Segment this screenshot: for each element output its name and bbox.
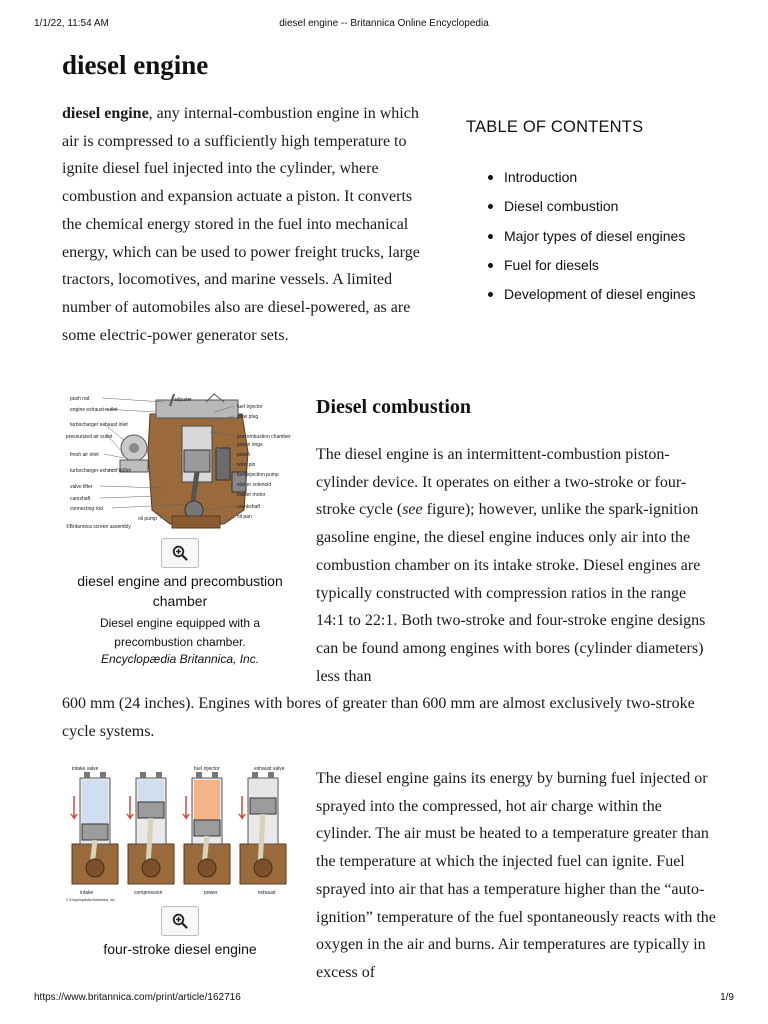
print-url: https://www.britannica.com/print/article/162716 (34, 992, 241, 1003)
diagram-label-left: push rod (70, 396, 90, 402)
section-heading: Diesel combustion (316, 396, 471, 418)
bullet-icon (488, 292, 493, 297)
chamber-fill (82, 780, 108, 824)
bullet-icon (488, 263, 493, 268)
valve-shape (156, 772, 162, 778)
diagram-label-left: engine exhaust outlet (70, 407, 118, 413)
diagram-copyright: ©Britannica screen assembly (66, 524, 131, 530)
chamber-fill (138, 780, 164, 802)
diagram-label-right: starter motor (237, 492, 266, 498)
figure-credit: Encyclopædia Britannica, Inc. (100, 652, 260, 666)
diagram-label-left: connecting rod (70, 506, 103, 512)
diagram-label-left: camshaft (70, 496, 91, 502)
intro-text: , any internal-combustion engine in which air is compressed to a sufficiently high temperature to ignite diesel fuel injected into the cylinder, where combustion and expansion actuate a piston. It converts the chemical energy stored in the fuel into mechanical energy, which can be used to power freight trucks, large tractors, locomotives, and marine vessels. A limited number of automobiles also are diesel-powered, as are some electric-power generator sets. (62, 105, 420, 344)
intro-term: diesel engine (62, 105, 149, 122)
piston-shape (250, 798, 276, 814)
toc-item-label[interactable]: Fuel for diesels (504, 256, 599, 273)
paragraph-text: figure); however, unlike the spark-ignition gasoline engine, the diesel engine induces only air into the combustion chamber on its intake stroke. Diesel engines are typically constructed with compression ratios in the range 14:1 to 22:1. Both two-stroke and four-stroke engine designs can be found among engines with bores (cylinder diameters) less than (316, 501, 706, 685)
chamber-fill (194, 780, 220, 820)
connecting-rod-shape (260, 814, 263, 866)
toc-item-major-types[interactable] (466, 228, 736, 257)
toc-item-label[interactable]: Major types of diesel engines (504, 227, 686, 244)
body-paragraph-continued: 600 mm (24 inches). Engines with bores of greater than 600 mm are almost exclusively two-stroke cycle systems. (62, 695, 695, 740)
print-page-number: 1/9 (720, 992, 734, 1003)
print-footer (34, 992, 734, 1006)
print-datetime: 1/1/22, 11:54 AM (34, 18, 109, 29)
page-title: diesel engine (62, 50, 209, 80)
diagram-label-left: fresh air inlet (70, 452, 99, 458)
four-stroke-diagram[interactable] (64, 762, 296, 902)
toc-item-diesel-combustion[interactable] (466, 198, 736, 227)
toc-item-introduction[interactable] (466, 169, 736, 198)
print-header (34, 18, 734, 32)
diagram-label-left: valve lifter (70, 484, 93, 490)
diagram-label-exhaust-valve: exhaust valve (254, 766, 285, 772)
diagram-label-right: fuel injection pump (237, 472, 279, 478)
toc-item-label[interactable]: Introduction (504, 169, 578, 185)
toc-item-development[interactable] (466, 286, 736, 315)
intro-paragraph (62, 100, 434, 349)
piston-shape (82, 824, 108, 840)
figure-description: Diesel engine equipped with a precombustion chamber. (99, 616, 261, 649)
body-paragraph (316, 441, 716, 690)
stroke-label-compression: compression (134, 890, 163, 896)
diagram-label-right: piston rings (237, 442, 263, 448)
valve-shape (196, 772, 202, 778)
diagram-label-left: pressurized air outlet (66, 434, 113, 440)
magnifier-plus-icon (172, 913, 188, 929)
diagram-label-right: starter solenoid (237, 482, 272, 488)
magnifier-plus-icon (172, 545, 188, 561)
diagram-copyright: © Encyclopædia Britannica, Inc. (66, 898, 116, 902)
diagram-label-fuel-injector: fuel injector (194, 766, 220, 772)
crank-shape (198, 859, 216, 877)
stroke-label-power: power (204, 890, 218, 896)
table-of-contents (466, 118, 736, 315)
diagram-label-right: piston (237, 452, 251, 458)
crank-shape (254, 859, 272, 877)
diagram-label-right: glow plug (237, 414, 259, 420)
toc-item-fuel[interactable] (466, 257, 736, 286)
bullet-icon (488, 204, 493, 209)
print-doc-title: diesel engine -- Britannica Online Encyclopedia (279, 18, 489, 29)
valve-shape (268, 772, 274, 778)
paragraph-italic: see (402, 501, 423, 519)
diagram-label-intake-valve: intake valve (72, 766, 99, 772)
figure-caption: four-stroke diesel engine (103, 941, 257, 957)
diagram-label-left: oil pump (138, 516, 157, 522)
diagram-label-adjuster: adjuster (174, 397, 192, 403)
piston-shape (138, 802, 164, 818)
crank-shape (142, 859, 160, 877)
diagram-label-right: wrist pin (237, 462, 256, 468)
valve-shape (212, 772, 218, 778)
valve-shape (100, 772, 106, 778)
figure-four-stroke (62, 762, 298, 959)
diagram-label-left: turbocharger exhaust outlet (70, 468, 131, 474)
toc-item-label[interactable]: Development of diesel engines (504, 286, 696, 303)
figure-precombustion-chamber (62, 392, 298, 666)
bullet-icon (488, 234, 493, 239)
chamber-fill (250, 780, 276, 798)
crank-shape (86, 859, 104, 877)
valve-shape (84, 772, 90, 778)
paragraph-text: The diesel engine is an intermittent-combustion piston-cylinder device. It operates on either a two-stroke or four-stroke cycle ( (316, 446, 687, 519)
valve-shape (252, 772, 258, 778)
toc-title: TABLE OF CONTENTS (466, 118, 644, 136)
diesel-engine-diagram[interactable] (64, 392, 296, 534)
figure-caption: diesel engine and precombustion chamber (77, 573, 283, 609)
piston-shape (194, 820, 220, 836)
diagram-label-right: oil pan (237, 514, 252, 520)
stroke-label-intake: intake (80, 890, 94, 896)
zoom-button[interactable] (161, 538, 199, 568)
valve-shape (140, 772, 146, 778)
toc-item-label[interactable]: Diesel combustion (504, 198, 619, 215)
diagram-label-left: turbocharger exhaust inlet (70, 422, 128, 428)
zoom-button[interactable] (161, 906, 199, 936)
diagram-label-right: crankshaft (237, 504, 261, 510)
diagram-label-right: precombustion chamber (237, 434, 291, 440)
stroke-label-exhaust: exhaust (258, 890, 276, 896)
toc-list (466, 169, 736, 315)
bullet-icon (488, 175, 493, 180)
body-paragraph: The diesel engine gains its energy by burning fuel injected or sprayed into the compressed, hot air charge within the cylinder. The air must be heated to a temperature greater than the temperature at which the injected fuel can ignite. Fuel sprayed into air that has a temperature higher than the “auto-ignition” temperature of the fuel spontaneously reacts with the oxygen in the air and burns. Air temperatures are typically in excess of (316, 770, 716, 981)
diagram-label-right: fuel injector (237, 404, 263, 410)
